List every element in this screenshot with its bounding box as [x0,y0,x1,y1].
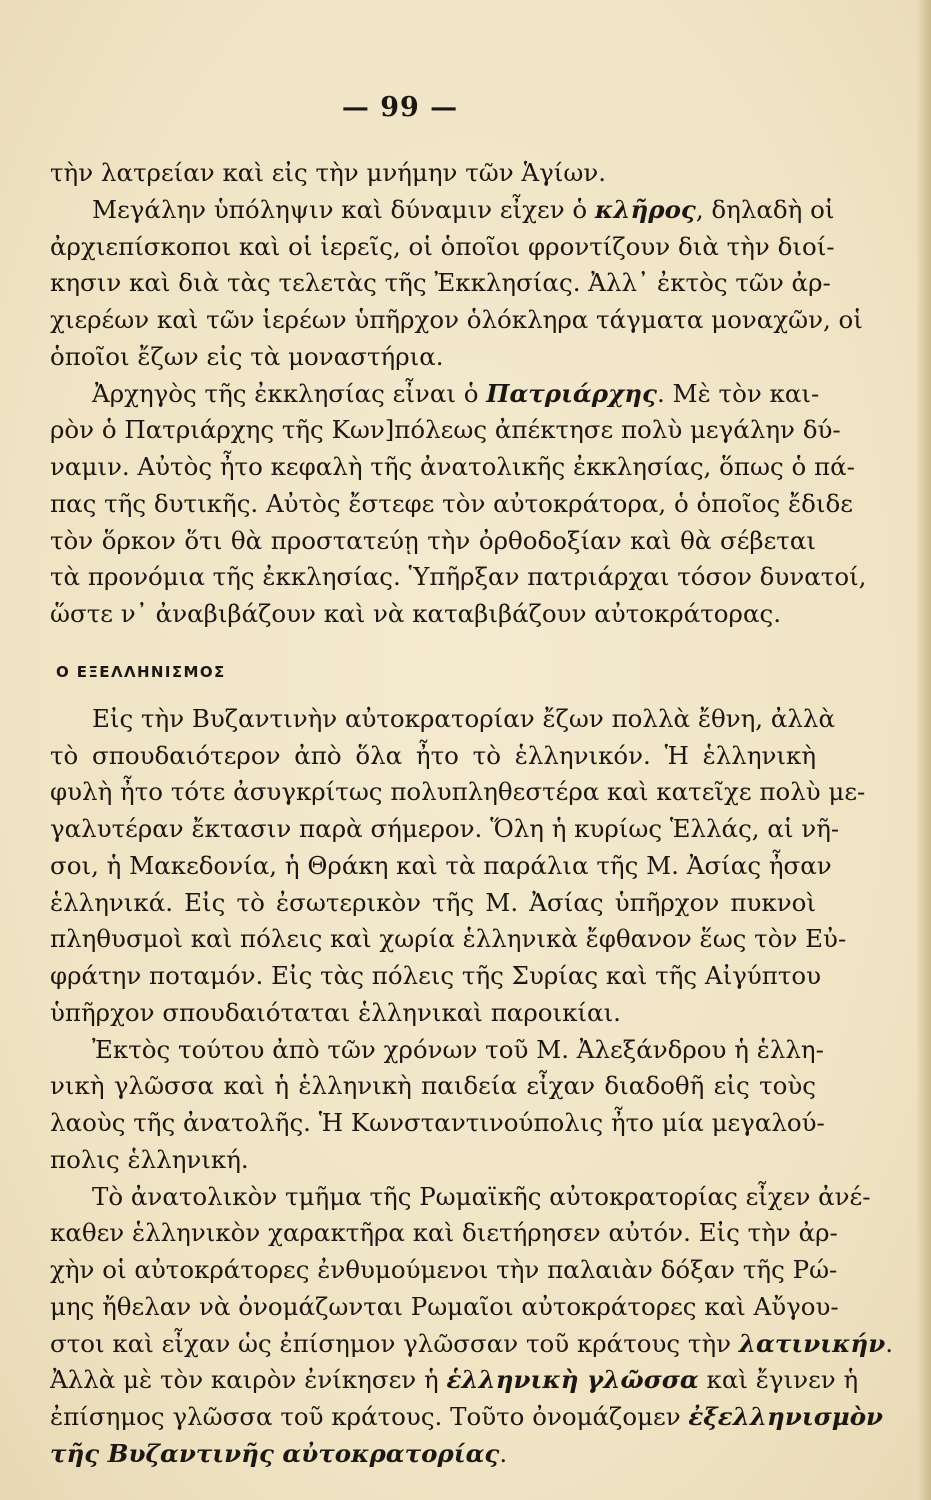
text-line: ρὸν ὁ Πατριάρχης τῆς Κων]πόλεως ἀπέκτησε πολὺ μεγάλην δύ- [50,415,841,445]
emphasis-elliniki-glossa: ἑλληνικὴ γλῶσσα [446,1365,699,1395]
text-line: λαοὺς τῆς ἀνατολῆς. Ἡ Κωνσταντινούπολις ἦτο μία μεγαλού- [50,1108,825,1137]
text-line: πληθυσμοὶ καὶ πόλεις καὶ χωρία ἑλληνικὰ ἔφθανον ἕως τὸν Εὐ- [50,924,847,954]
text-line: ὥστε ν᾽ ἀναβιβάζουν καὶ νὰ καταβιβάζουν αὐτοκράτορας. [50,599,782,628]
text-line [50,1436,816,1473]
text-line: ἑλληνικά. Εἰς τὸ ἐσωτερικὸν τῆς Μ. Ἀσίας ὑπῆρχον πυκνοὶ [50,887,816,917]
text-line: χὴν οἱ αὐτοκράτορες ἐνθυμούμενοι τὴν παλαιὰν δόξαν τῆς Ρώ- [50,1255,838,1284]
emphasis-latiniki: λατινικήν [738,1328,886,1358]
text-line: τὰ προνόμια τῆς ἐκκλησίας. Ὑπῆρξαν πατριάρχαι τόσον δυνατοί, [50,562,867,592]
text-run: στοι καὶ εἶχαν ὡς ἐπίσημον γλῶσσαν τοῦ κράτους τὴν [50,1328,739,1358]
text-line: ναμιν. Αὐτὸς ἦτο κεφαλὴ τῆς ἀνατολικῆς ἐκκλησίας, ὅπως ὁ πά- [50,452,855,481]
text-run: Μεγάλην ὑπόληψιν καὶ δύναμιν εἶχεν ὁ [92,194,595,224]
text-line: φράτην ποταμόν. Εἰς τὰς πόλεις τῆς Συρίας καὶ τῆς Αἰγύπτου [50,961,822,990]
text-line: Ἐκτὸς τούτου ἀπὸ τῶν χρόνων τοῦ Μ. Ἀλεξάνδρου ἡ ἑλλη- [92,1034,824,1064]
emphasis-byzantine-empire: τῆς Βυζαντινῆς αὐτοκρατορίας [50,1438,500,1468]
text-line: πολις ἑλληνική. [50,1144,249,1174]
text-run: Ἀλλὰ μὲ τὸν καιρὸν ἐνίκησεν ἡ [50,1365,447,1395]
text-run: καὶ ἔγινεν ἡ [698,1365,859,1395]
text-line [50,1399,884,1436]
text-run: ἐπίσημος γλῶσσα τοῦ κράτους. Τοῦτο ὀνομάζομεν [50,1402,689,1431]
text-line: νικὴ γλῶσσα καὶ ἡ ἑλληνικὴ παιδεία εἶχαν διαδοθῆ εἰς τοὺς [50,1071,816,1101]
text-line: κησιν καὶ διὰ τὰς τελετὰς τῆς Ἐκκλησίας. Ἀλλ᾽ ἐκτὸς τῶν ἀρ- [50,268,831,298]
text-run: . [499,1438,508,1468]
text-line: ὁποῖοι ἔζων εἰς τὰ μοναστήρια. [50,341,444,371]
emphasis-exellinismos: ἐξελληνισμὸν [688,1402,884,1431]
section-gap [50,633,816,646]
text-line: γαλυτέραν ἔκτασιν παρὰ σήμερον. Ὅλη ἡ κυρίως Ἑλλάς, αἱ νῆ- [50,814,840,843]
text-run: Ἀρχηγὸς τῆς ἐκκλησίας εἶναι ὁ [92,378,487,408]
text-line: τὴν λατρείαν καὶ εἰς τὴν μνήμην τῶν Ἁγίων. [50,158,607,187]
text-run: , δηλαδὴ οἱ [695,194,835,224]
text-line: μης ἤθελαν νὰ ὀνομάζωνται Ρωμαῖοι αὐτοκράτορες καὶ Αὔγου- [50,1291,839,1321]
text-line: Τὸ ἀνατολικὸν τμῆμα τῆς Ρωμαϊκῆς αὐτοκρατορίας εἶχεν ἀνέ- [92,1181,871,1211]
emphasis-patriarchis: Πατριάρχης [486,378,657,408]
text-line: τὸ σπουδαιότερον ἀπὸ ὅλα ἦτο τὸ ἑλληνικόν. Ἡ ἑλληνικὴ [50,740,816,770]
text-line [50,376,820,413]
text-line: τὸν ὅρκον ὅτι θὰ προστατεύῃ τὴν ὀρθοδοξίαν καὶ θὰ σέβεται [50,525,816,555]
text-line: πας τῆς δυτικῆς. Αὐτὸς ἔστεφε τὸν αὐτοκράτορα, ὁ ὁποῖος ἔδιδε [50,488,853,518]
page-number: — 99 — [341,92,459,123]
text-line: ἀρχιεπίσκοποι καὶ οἱ ἱερεῖς, οἱ ὁποῖοι φροντίζουν διὰ τὴν διοί- [50,231,835,261]
text-line [50,192,835,229]
text-line [50,1362,859,1399]
text-line [50,1326,894,1363]
emphasis-kliros: κλῆρος [594,194,696,224]
body-text [50,155,894,1473]
text-run: . [885,1328,894,1358]
page-edge [917,0,931,1500]
text-line: καθεν ἑλληνικὸν χαρακτῆρα καὶ διετήρησεν αὐτόν. Εἰς τὴν ἀρ- [50,1218,838,1248]
text-line: σοι, ἡ Μακεδονία, ἡ Θράκη καὶ τὰ παράλια τῆς Μ. Ἀσίας ἦσαν [50,850,832,880]
text-run: . Μὲ τὸν και- [656,378,820,408]
text-line: ὑπῆρχον σπουδαιόταται ἑλληνικαὶ παροικίαι. [50,997,621,1027]
text-line: φυλὴ ἦτο τότε ἀσυγκρίτως πολυπληθεστέρα καὶ κατεῖχε πολὺ με- [50,777,866,807]
section-heading: Ο ΕΞΕΛΛΗΝΙΣΜΟΣ [56,662,226,681]
text-line: Εἰς τὴν Βυζαντινὴν αὐτοκρατορίαν ἔζων πολλὰ ἔθνη, ἀλλὰ [92,703,836,733]
text-line: χιερέων καὶ τῶν ἱερέων ὑπῆρχον ὁλόκληρα τάγματα μοναχῶν, οἱ [50,305,863,334]
